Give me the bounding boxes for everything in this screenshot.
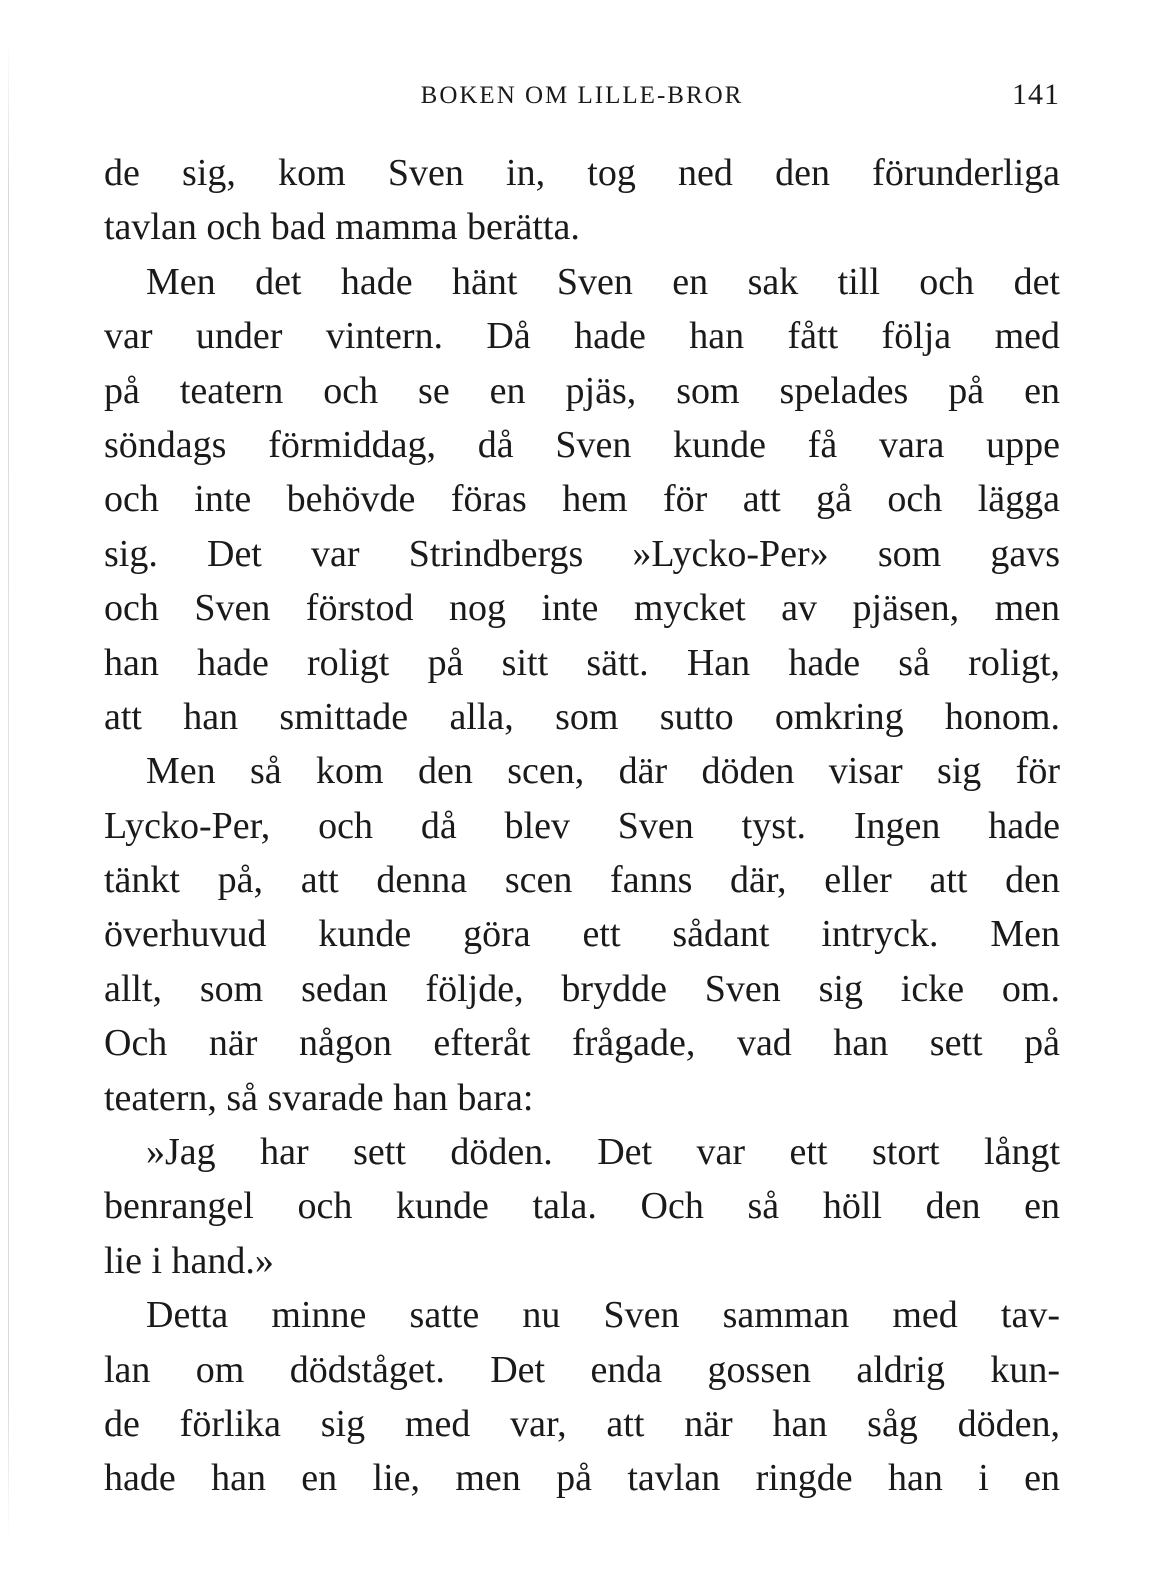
text-line: teatern, så svarade han bara:	[104, 1076, 534, 1119]
text-line: Lycko-Per, och då blev Sven tyst. Ingen hade	[104, 804, 1060, 847]
text-line: hade han en lie, men på tavlan ringde han i en	[104, 1457, 1060, 1500]
text-line: var under vintern. Då hade han fått följa med	[104, 315, 1060, 358]
text-line: benrangel och kunde tala. Och så höll den en	[104, 1185, 1060, 1228]
text-line: Detta minne satte nu Sven samman med tav-	[146, 1294, 1060, 1337]
text-line: »Jag har sett döden. Det var ett stort långt	[146, 1131, 1060, 1174]
text-line: på teatern och se en pjäs, som spelades på en	[104, 369, 1060, 412]
text-line: och Sven förstod nog inte mycket av pjäsen, men	[104, 587, 1060, 630]
text-line: de förlika sig med var, att när han såg döden,	[104, 1402, 1060, 1445]
text-line: allt, som sedan följde, brydde Sven sig icke om.	[104, 967, 1060, 1010]
text-line: lie i hand.»	[104, 1239, 274, 1282]
page-header	[104, 78, 1060, 118]
text-line: tavlan och bad mamma berätta.	[104, 206, 580, 249]
text-line: och inte behövde föras hem för att gå och lägga	[104, 478, 1060, 521]
text-line: att han smittade alla, som sutto omkring honom.	[104, 695, 1060, 738]
text-line: Och när någon efteråt frågade, vad han sett på	[104, 1022, 1060, 1065]
text-line: de sig, kom Sven in, tog ned den förunderliga	[104, 152, 1060, 194]
text-line: söndags förmiddag, då Sven kunde få vara uppe	[104, 423, 1060, 466]
text-line: överhuvud kunde göra ett sådant intryck. Men	[104, 913, 1060, 956]
text-line: lan om dödståget. Det enda gossen aldrig kun-	[104, 1348, 1060, 1391]
text-line: tänkt på, att denna scen fanns där, eller att den	[104, 859, 1060, 902]
running-title: BOKEN OM LILLE-BROR	[420, 82, 744, 109]
text-line: Men så kom den scen, där döden visar sig för	[146, 750, 1060, 793]
text-line: Men det hade hänt Sven en sak till och det	[146, 260, 1060, 303]
page-edge-shadow	[8, 40, 9, 1540]
text-line: han hade roligt på sitt sätt. Han hade så roligt,	[104, 641, 1060, 684]
page-number: 141	[1012, 78, 1060, 111]
body-text	[104, 146, 1060, 1506]
text-line: sig. Det var Strindbergs »Lycko-Per» som gavs	[104, 532, 1060, 575]
